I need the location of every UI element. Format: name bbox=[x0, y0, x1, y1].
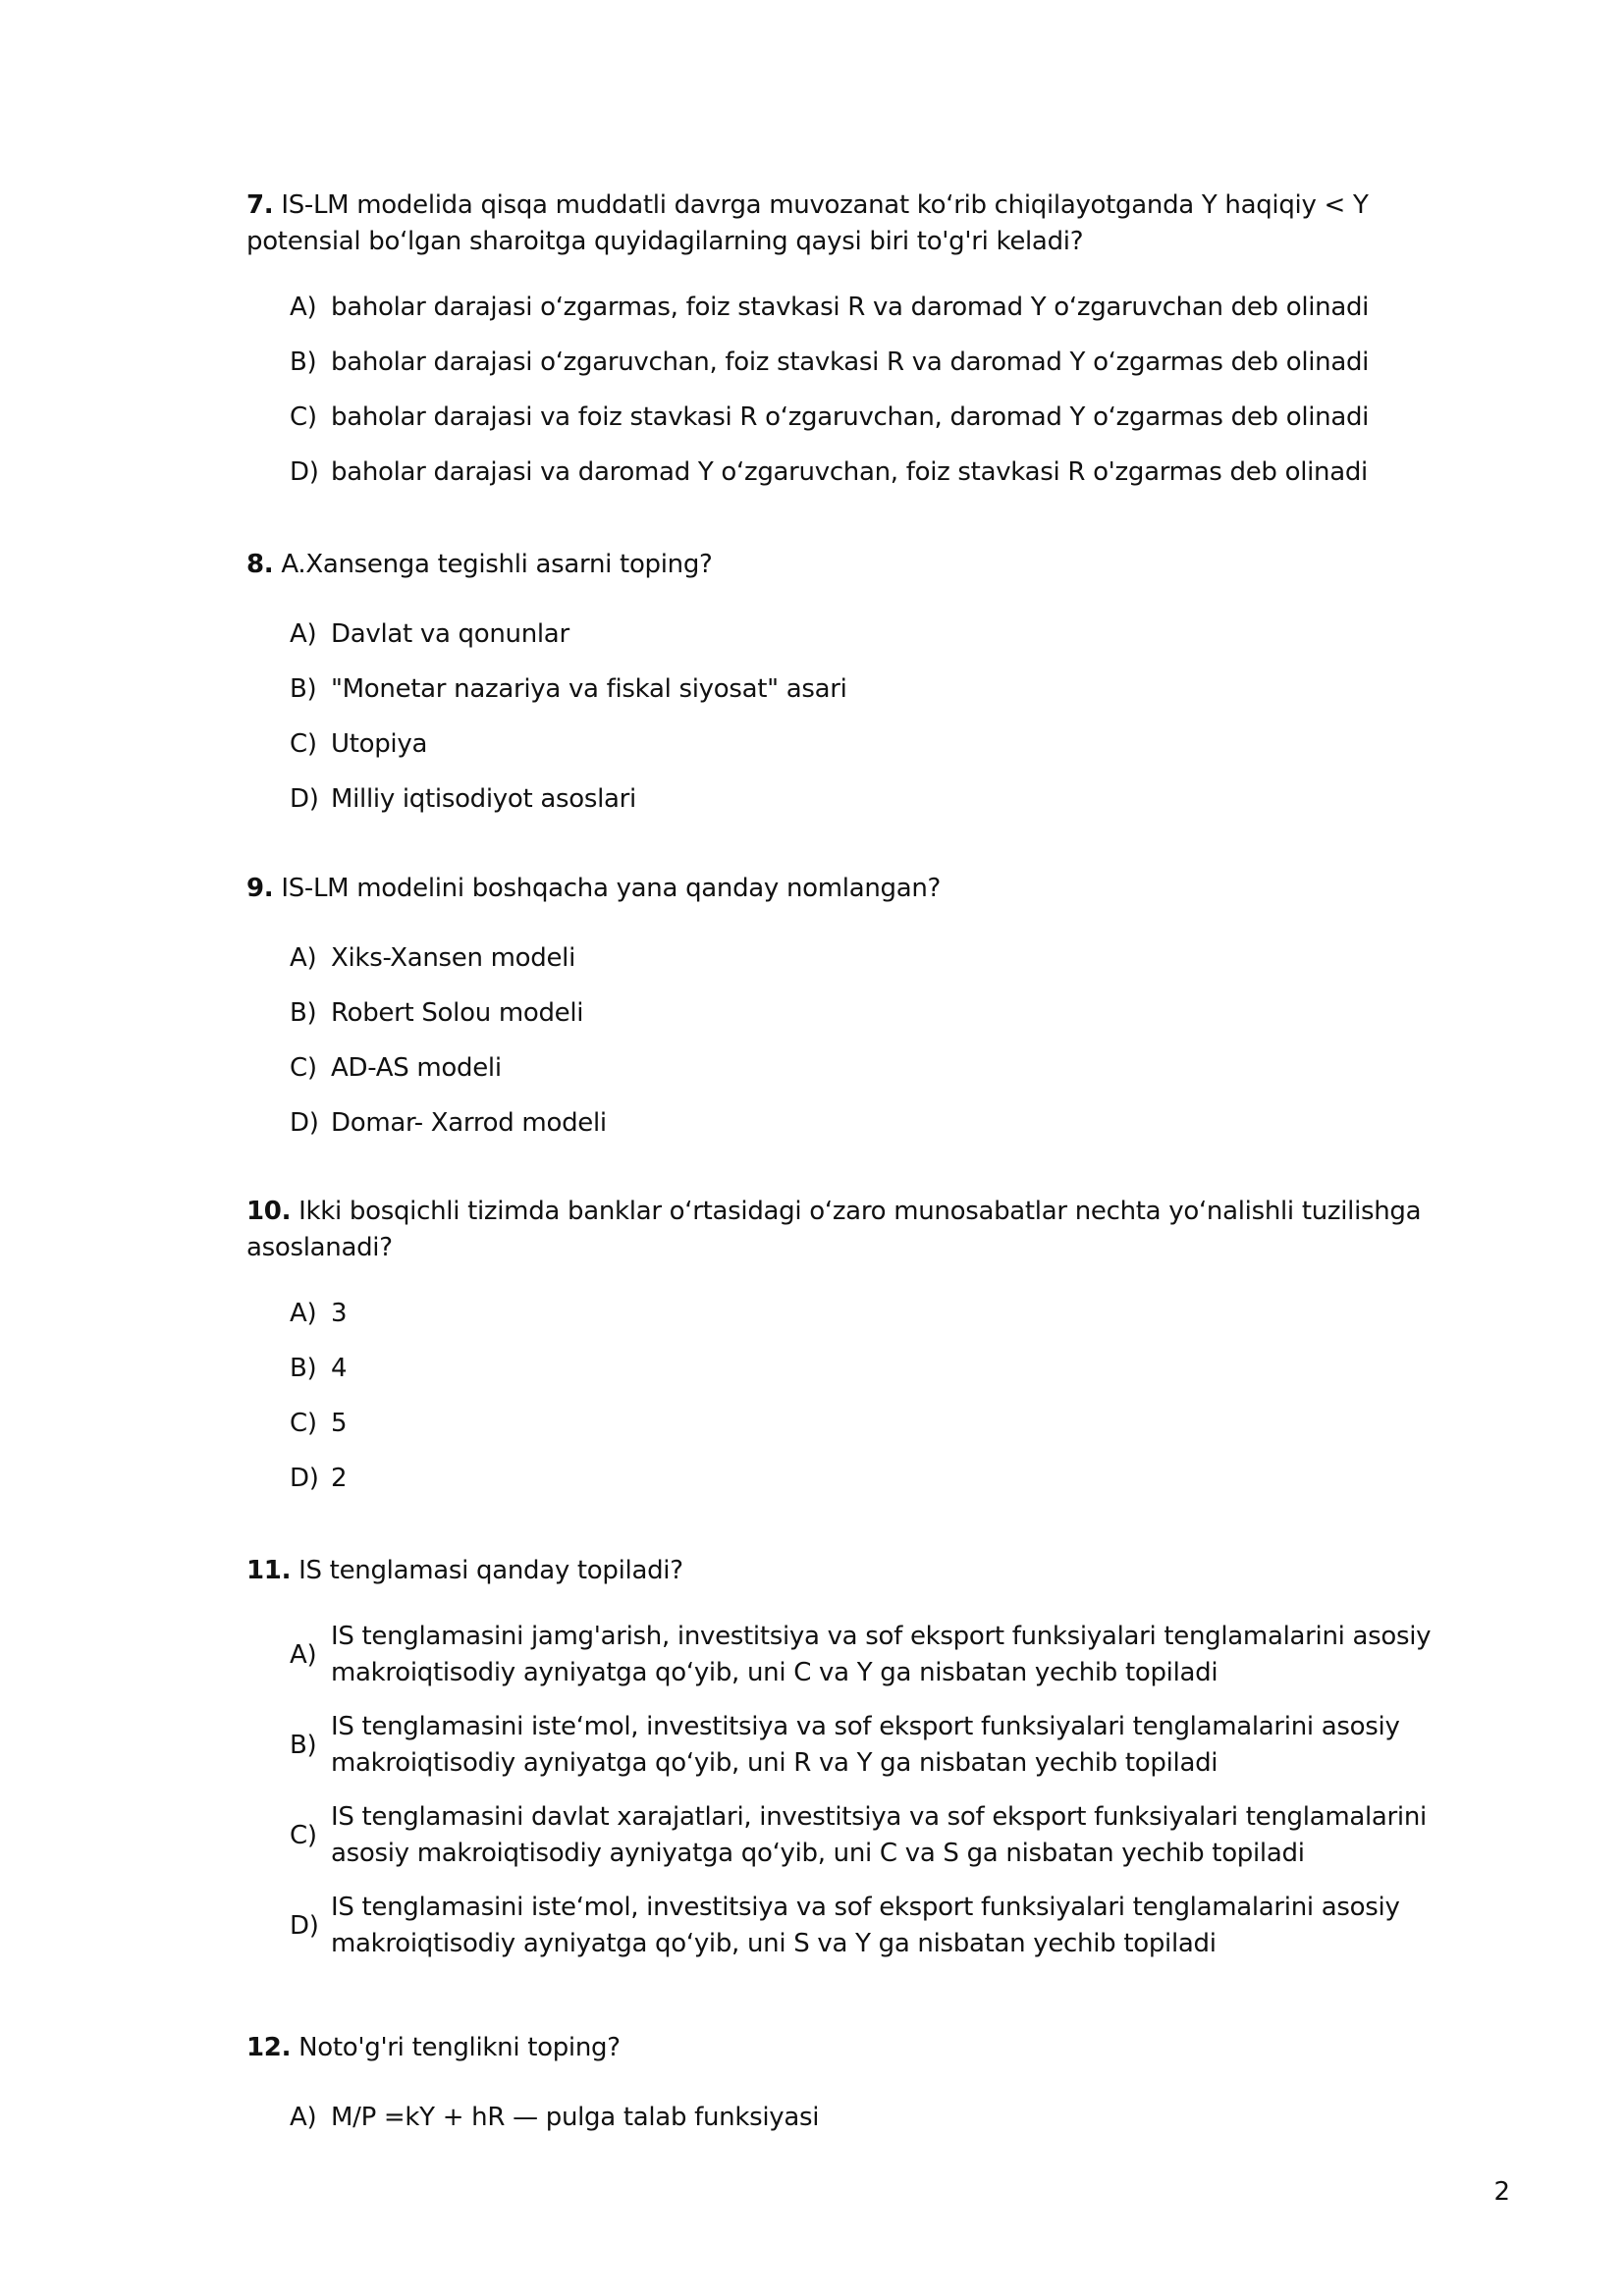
question-body: IS tenglamasi qanday topiladi? bbox=[298, 1556, 683, 1585]
question-9 bbox=[246, 871, 1474, 1160]
option-text: AD-AS modeli bbox=[331, 1053, 502, 1083]
option-letter: A) bbox=[290, 2103, 317, 2132]
question-number: 11. bbox=[246, 1556, 292, 1585]
options-list bbox=[246, 1619, 1474, 1962]
option-letter: B) bbox=[290, 1730, 317, 1760]
question-body: A.Xansenga tegishli asarni toping? bbox=[281, 550, 713, 579]
option-letter: B) bbox=[290, 998, 317, 1028]
option-text: 4 bbox=[331, 1354, 348, 1383]
option-a bbox=[290, 2100, 1474, 2136]
option-d bbox=[290, 1890, 1474, 1962]
question-number: 7. bbox=[246, 190, 274, 220]
option-letter: D) bbox=[290, 784, 319, 814]
option-letter: C) bbox=[290, 1053, 317, 1083]
option-d bbox=[290, 1461, 1474, 1497]
question-11 bbox=[246, 1553, 1474, 1980]
option-text: baholar darajasi va foiz stavkasi R o‘zgaruvchan, daromad Y o‘zgarmas deb olinadi bbox=[331, 402, 1370, 432]
question-10 bbox=[246, 1194, 1474, 1516]
option-letter: A) bbox=[290, 1299, 317, 1328]
option-text: baholar darajasi va daromad Y o‘zgaruvchan, foiz stavkasi R o'zgarmas deb olinadi bbox=[331, 457, 1368, 487]
option-d bbox=[290, 781, 1474, 818]
option-b bbox=[290, 1351, 1474, 1387]
question-8 bbox=[246, 547, 1474, 836]
option-letter: B) bbox=[290, 674, 317, 704]
question-text bbox=[246, 871, 1474, 907]
option-a bbox=[290, 1296, 1474, 1332]
option-c bbox=[290, 1406, 1474, 1442]
option-text: "Monetar nazariya va fiskal siyosat" asari bbox=[331, 674, 847, 704]
option-text: 3 bbox=[331, 1299, 348, 1328]
option-c bbox=[290, 1050, 1474, 1087]
option-c bbox=[290, 400, 1474, 436]
option-text: M/P =kY + hR — pulga talab funksiyasi bbox=[331, 2103, 820, 2132]
option-c bbox=[290, 726, 1474, 763]
option-letter: C) bbox=[290, 1820, 317, 1850]
options-list bbox=[246, 2100, 1474, 2136]
option-text: Milliy iqtisodiyot asoslari bbox=[331, 784, 636, 814]
option-d bbox=[290, 454, 1474, 491]
option-a bbox=[290, 616, 1474, 653]
option-letter: A) bbox=[290, 943, 317, 973]
option-text: IS tenglamasini jamg'arish, investitsiya va sof eksport funksiyalari tenglamalarini asosiy makroiqtisodiy ayniyatga qo‘yib, uni C va Y ga nisbatan yechib topiladi bbox=[331, 1622, 1432, 1687]
option-text: Davlat va qonunlar bbox=[331, 619, 569, 649]
option-letter: A) bbox=[290, 1639, 317, 1670]
option-b bbox=[290, 671, 1474, 708]
option-text: IS tenglamasini iste‘mol, investitsiya va sof eksport funksiyalari tenglamalarini asosiy makroiqtisodiy ayniyatga qo‘yib, uni S va Y ga nisbatan yechib topiladi bbox=[331, 1893, 1400, 1958]
option-letter: D) bbox=[290, 1108, 319, 1138]
options-list bbox=[246, 1296, 1474, 1497]
option-letter: A) bbox=[290, 619, 317, 649]
question-12 bbox=[246, 2030, 1474, 2155]
question-text bbox=[246, 187, 1474, 260]
option-text: Domar- Xarrod modeli bbox=[331, 1108, 607, 1138]
option-text: Utopiya bbox=[331, 729, 428, 759]
question-number: 9. bbox=[246, 874, 274, 903]
question-number: 12. bbox=[246, 2033, 292, 2062]
option-a bbox=[290, 940, 1474, 977]
question-7 bbox=[246, 187, 1474, 509]
option-letter: C) bbox=[290, 1409, 317, 1438]
question-body: IS-LM modelini boshqacha yana qanday nomlangan? bbox=[281, 874, 942, 903]
option-d bbox=[290, 1105, 1474, 1142]
option-c bbox=[290, 1799, 1474, 1872]
option-text: Robert Solou modeli bbox=[331, 998, 584, 1028]
option-letter: B) bbox=[290, 347, 317, 377]
option-letter: D) bbox=[290, 457, 319, 487]
option-text: baholar darajasi o‘zgaruvchan, foiz stavkasi R va daromad Y o‘zgarmas deb olinadi bbox=[331, 347, 1370, 377]
option-letter: D) bbox=[290, 1910, 319, 1941]
options-list bbox=[246, 290, 1474, 491]
option-a bbox=[290, 290, 1474, 326]
option-text: baholar darajasi o‘zgarmas, foiz stavkasi R va daromad Y o‘zgaruvchan deb olinadi bbox=[331, 293, 1370, 322]
option-letter: D) bbox=[290, 1464, 319, 1493]
option-text: IS tenglamasini davlat xarajatlari, investitsiya va sof eksport funksiyalari tenglamalarini asosiy makroiqtisodiy ayniyatga qo‘yib, uni C va S ga nisbatan yechib topiladi bbox=[331, 1802, 1427, 1868]
option-b bbox=[290, 1709, 1474, 1782]
option-letter: C) bbox=[290, 402, 317, 432]
option-letter: C) bbox=[290, 729, 317, 759]
question-number: 10. bbox=[246, 1197, 292, 1226]
option-text: 5 bbox=[331, 1409, 348, 1438]
option-b bbox=[290, 995, 1474, 1032]
question-body: Ikki bosqichli tizimda banklar o‘rtasidagi o‘zaro munosabatlar nechta yo‘nalishli tuzilishga asoslanadi? bbox=[246, 1197, 1422, 1262]
options-list bbox=[246, 940, 1474, 1142]
question-body: IS-LM modelida qisqa muddatli davrga muvozanat ko‘rib chiqilayotganda Y haqiqiy < Y potensial bo‘lgan sharoitga quyidagilarning qaysi biri to'g'ri keladi? bbox=[246, 190, 1369, 256]
question-text bbox=[246, 2030, 1474, 2066]
option-text: Xiks-Xansen modeli bbox=[331, 943, 576, 973]
question-number: 8. bbox=[246, 550, 274, 579]
option-text: IS tenglamasini iste‘mol, investitsiya va sof eksport funksiyalari tenglamalarini asosiy makroiqtisodiy ayniyatga qo‘yib, uni R va Y ga nisbatan yechib topiladi bbox=[331, 1712, 1400, 1778]
options-list bbox=[246, 616, 1474, 818]
page-number: 2 bbox=[1493, 2177, 1510, 2207]
question-text bbox=[246, 547, 1474, 583]
option-letter: B) bbox=[290, 1354, 317, 1383]
question-text bbox=[246, 1553, 1474, 1589]
option-text: 2 bbox=[331, 1464, 348, 1493]
question-body: Noto'g'ri tenglikni toping? bbox=[298, 2033, 621, 2062]
option-b bbox=[290, 345, 1474, 381]
question-text bbox=[246, 1194, 1474, 1266]
option-letter: A) bbox=[290, 293, 317, 322]
option-a bbox=[290, 1619, 1474, 1691]
